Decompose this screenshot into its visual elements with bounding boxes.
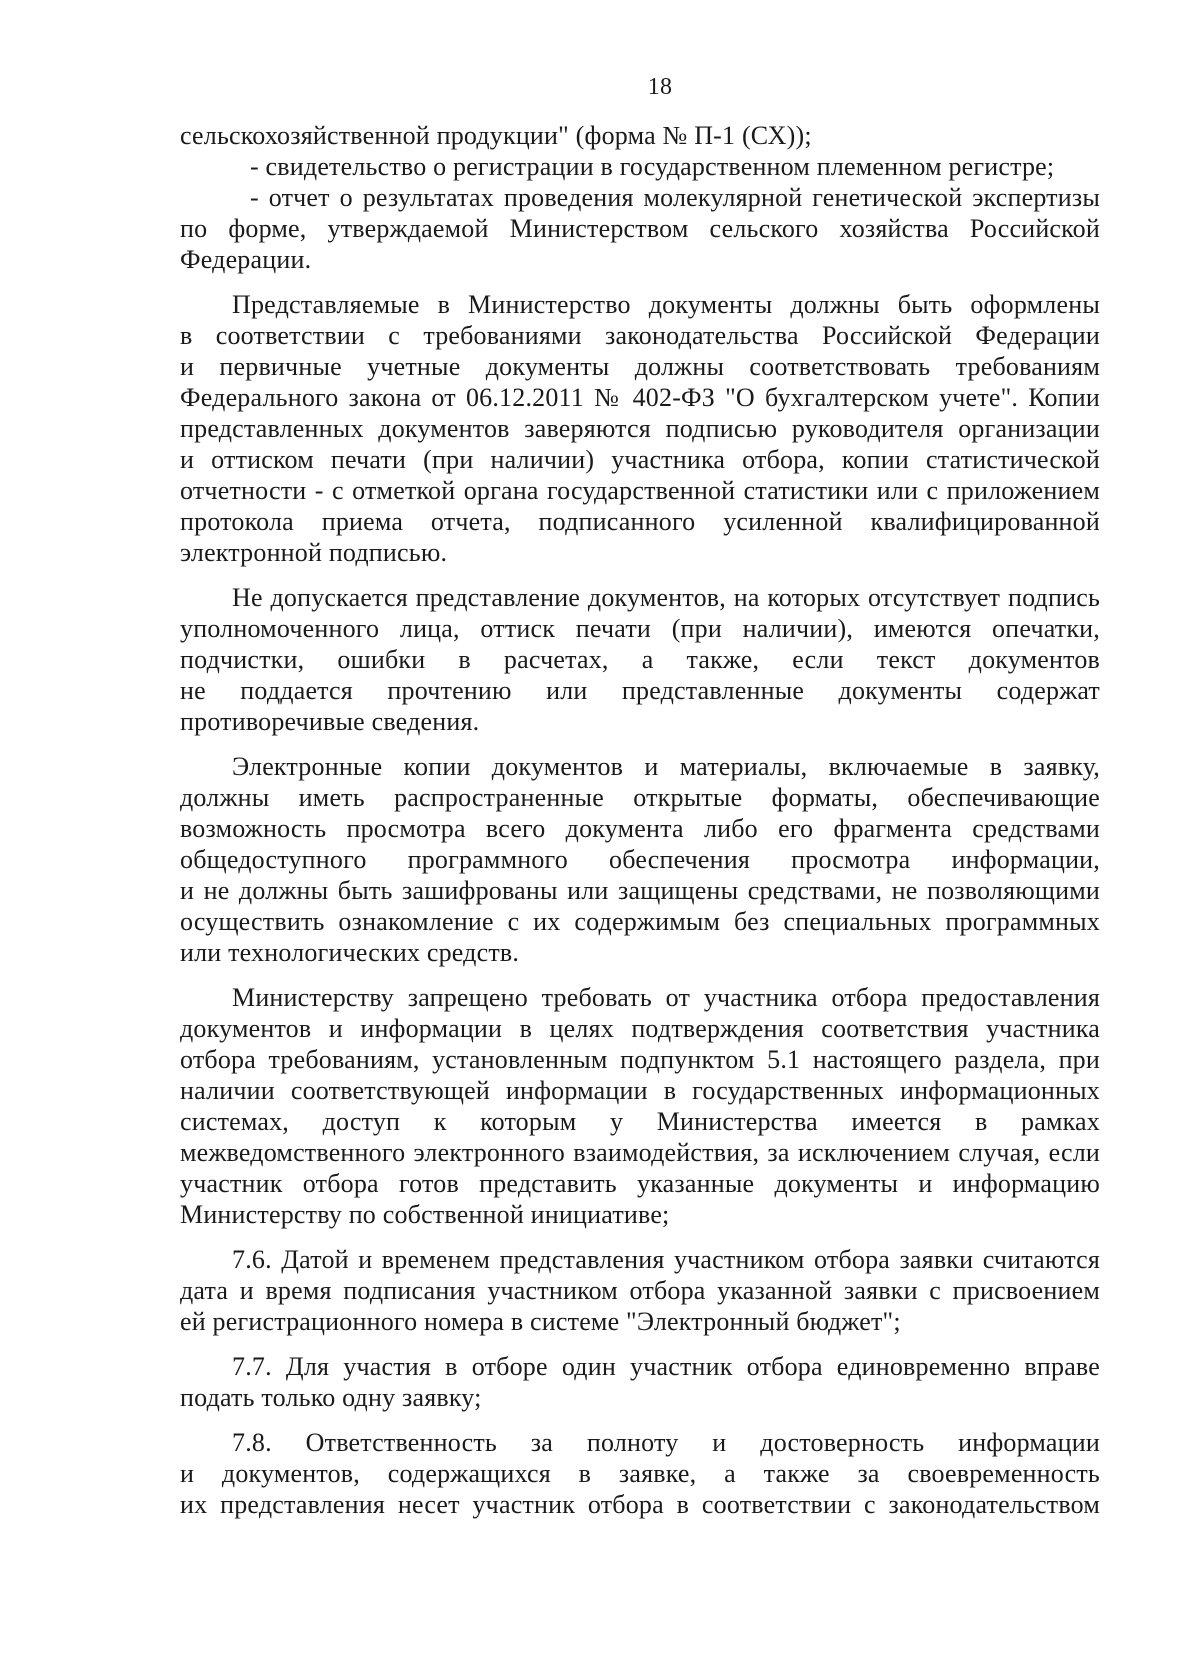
- text-line: Федерального закона от 06.12.2011 № 402-ФЗ "О бухгалтерском учете". Копии: [180, 383, 1100, 412]
- text-line: дата и время подписания участником отбора указанной заявки с присвоением: [180, 1276, 1100, 1305]
- text-line: подать только одну заявку;: [180, 1383, 482, 1412]
- text-line: межведомственного электронного взаимодействия, за исключением случая, если: [180, 1138, 1100, 1167]
- text-line: Федерации.: [180, 245, 312, 274]
- text-line: отчетности - с отметкой органа государственной статистики или с приложением: [180, 476, 1100, 505]
- text-line: и документов, содержащихся в заявке, а также за своевременность: [180, 1459, 1100, 1488]
- text-line: должны иметь распространенные открытые форматы, обеспечивающие: [180, 783, 1100, 812]
- paragraph: [180, 1244, 1100, 1337]
- text-line: системах, доступ к которым у Министерства имеется в рамках: [180, 1107, 1100, 1136]
- paragraph: [180, 182, 1100, 275]
- text-line: по форме, утверждаемой Министерством сельского хозяйства Российской: [180, 214, 1100, 243]
- text-line: 7.6. Датой и временем представления участником отбора заявки считаются: [232, 1245, 1100, 1274]
- text-line: и первичные учетные документы должны соответствовать требованиям: [180, 352, 1100, 381]
- text-line: Представляемые в Министерство документы должны быть оформлены: [232, 290, 1100, 319]
- text-line: возможность просмотра всего документа либо его фрагмента средствами: [180, 814, 1100, 843]
- text-line: подчистки, ошибки в расчетах, а также, если текст документов: [180, 645, 1100, 674]
- text-line: электронной подписью.: [180, 538, 448, 567]
- text-line: 7.8. Ответственность за полноту и достоверность информации: [232, 1428, 1100, 1457]
- text-line: сельскохозяйственной продукции" (форма № П-1 (СХ));: [180, 121, 812, 150]
- text-line: - отчет о результатах проведения молекулярной генетической экспертизы: [250, 183, 1100, 212]
- text-line: или технологических средств.: [180, 938, 520, 967]
- paragraph: [180, 1427, 1100, 1520]
- text-line: отбора требованиям, установленным подпунктом 5.1 настоящего раздела, при: [180, 1045, 1100, 1074]
- text-line: не поддается прочтению или представленные документы содержат: [180, 676, 1100, 705]
- text-line: их представления несет участник отбора в соответствии с законодательством: [180, 1490, 1100, 1519]
- text-line: наличии соответствующей информации в государственных информационных: [180, 1076, 1100, 1105]
- paragraph: [180, 582, 1100, 737]
- paragraph: [180, 751, 1100, 968]
- text-line: протокола приема отчета, подписанного усиленной квалифицированной: [180, 507, 1100, 536]
- paragraph: [180, 982, 1100, 1230]
- text-line: уполномоченного лица, оттиск печати (при наличии), имеются опечатки,: [180, 614, 1100, 643]
- document-body: [180, 120, 1100, 1520]
- paragraph: [180, 289, 1100, 568]
- text-line: Министерству по собственной инициативе;: [180, 1200, 670, 1229]
- paragraph: [180, 151, 1100, 182]
- text-line: в соответствии с требованиями законодательства Российской Федерации: [180, 321, 1100, 350]
- text-line: противоречивые сведения.: [180, 707, 480, 736]
- text-line: осуществить ознакомление с их содержимым без специальных программных: [180, 907, 1100, 936]
- text-line: Министерству запрещено требовать от участника отбора предоставления: [232, 983, 1100, 1012]
- paragraph: [180, 120, 1100, 151]
- text-line: - свидетельство о регистрации в государственном племенном регистре;: [250, 152, 1055, 181]
- text-line: ей регистрационного номера в системе "Электронный бюджет";: [180, 1307, 901, 1336]
- text-line: и оттиском печати (при наличии) участника отбора, копии статистической: [180, 445, 1100, 474]
- text-line: 7.7. Для участия в отборе один участник отбора единовременно вправе: [232, 1352, 1100, 1381]
- text-line: и не должны быть зашифрованы или защищены средствами, не позволяющими: [180, 876, 1100, 905]
- paragraph: [180, 1351, 1100, 1413]
- text-line: документов и информации в целях подтверждения соответствия участника: [180, 1014, 1100, 1043]
- text-line: участник отбора готов представить указанные документы и информацию: [180, 1169, 1100, 1198]
- text-line: представленных документов заверяются подписью руководителя организации: [180, 414, 1100, 443]
- text-line: Не допускается представление документов, на которых отсутствует подпись: [232, 583, 1100, 612]
- page-number: 18: [647, 74, 673, 100]
- text-line: общедоступного программного обеспечения просмотра информации,: [180, 845, 1100, 874]
- text-line: Электронные копии документов и материалы, включаемые в заявку,: [232, 752, 1100, 781]
